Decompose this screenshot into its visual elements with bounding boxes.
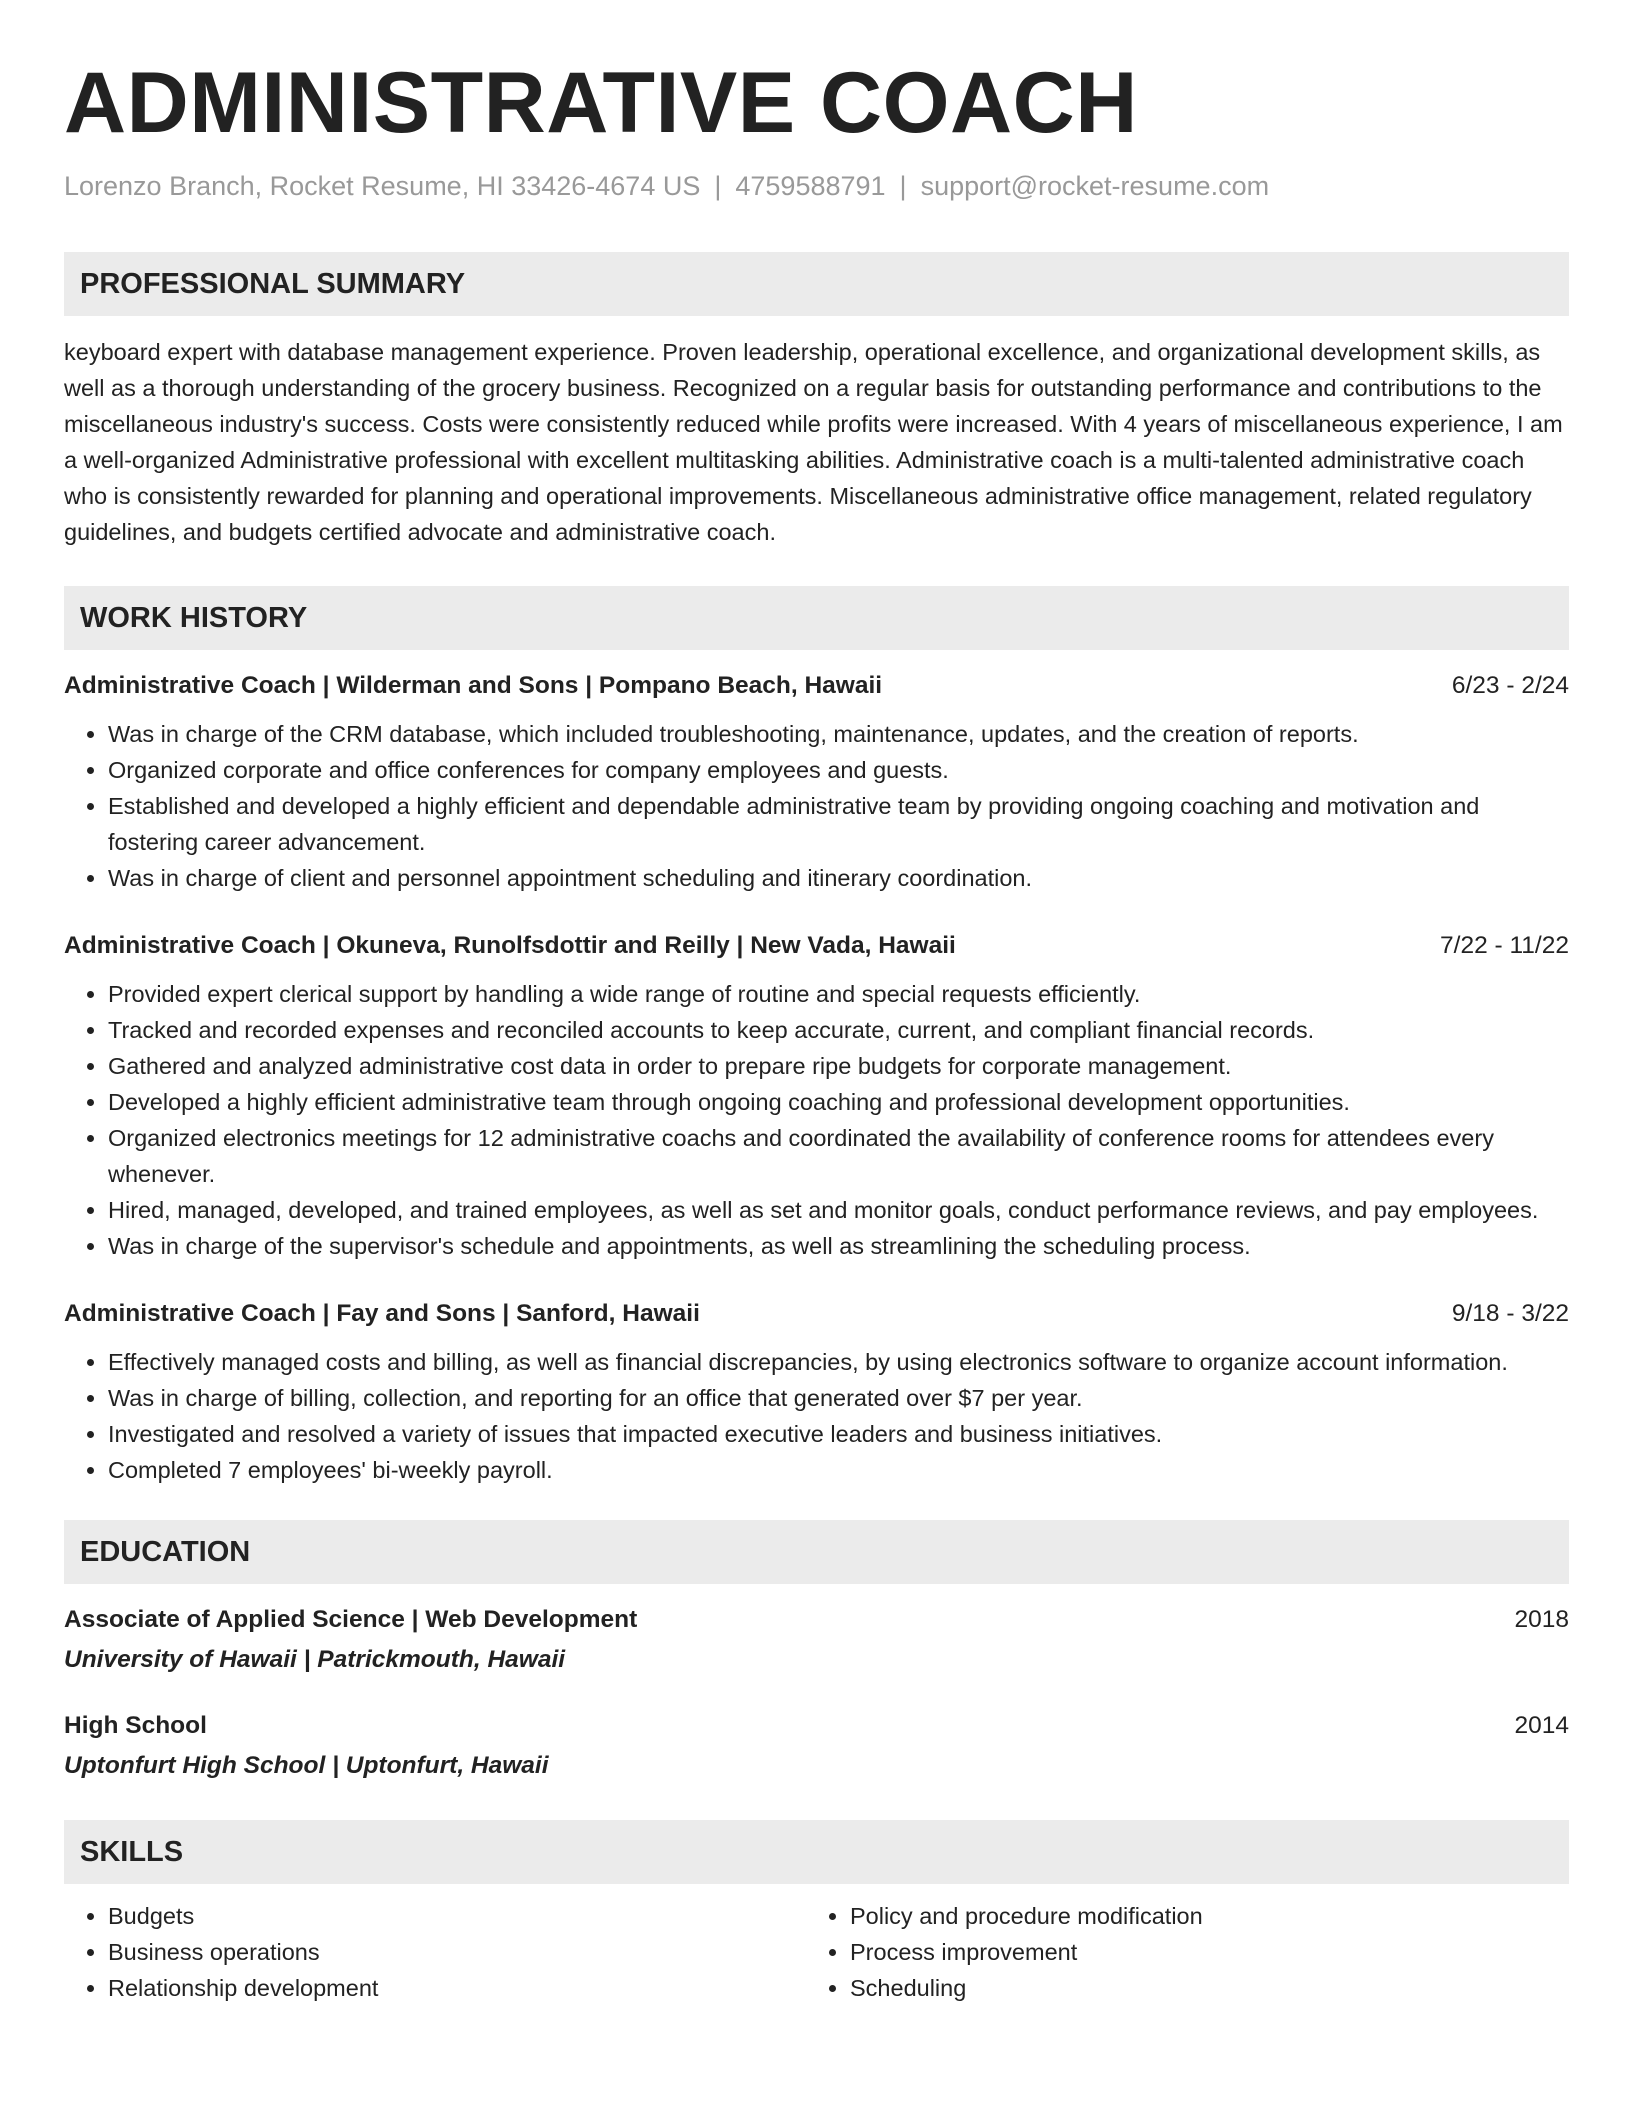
job-bullet: • Hired, managed, developed, and trained employees, as well as set and monitor goals, conduct performance reviews, and pay employees. — [108, 1192, 1569, 1228]
education-year: 2014 — [1514, 1712, 1569, 1740]
skills-column-left — [64, 1898, 808, 2006]
job-title: Administrative Coach | Fay and Sons | Sanford, Hawaii — [64, 1300, 700, 1328]
job-bullet: • Organized corporate and office conferences for company employees and guests. — [108, 752, 1569, 788]
resume-page — [64, 52, 1569, 2006]
resume-title: ADMINISTRATIVE COACH — [64, 55, 1138, 151]
skill-item: • Budgets — [108, 1898, 808, 1934]
skills-column-right — [808, 1898, 1550, 2006]
skills-heading: SKILLS — [64, 1820, 1569, 1884]
education-school: Uptonfurt High School | Uptonfurt, Hawaii — [64, 1752, 549, 1780]
work-history-heading: WORK HISTORY — [64, 586, 1569, 650]
job-bullets — [64, 716, 1569, 896]
summary-section — [64, 252, 1569, 550]
job-entry — [64, 668, 1569, 896]
skills-grid — [64, 1898, 1569, 2006]
education-heading: EDUCATION — [64, 1520, 1569, 1584]
job-header — [64, 668, 1569, 704]
job-bullet: • Was in charge of client and personnel appointment scheduling and itinerary coordination. — [108, 860, 1569, 896]
education-header — [64, 1602, 1569, 1638]
contact-address: Lorenzo Branch, Rocket Resume, HI 33426-4674 US — [64, 171, 701, 202]
contact-email: support@rocket-resume.com — [920, 171, 1270, 202]
job-bullet: • Investigated and resolved a variety of issues that impacted executive leaders and business initiatives. — [108, 1416, 1569, 1452]
job-bullet: • Completed 7 employees' bi-weekly payroll. — [108, 1452, 1569, 1488]
job-bullets — [64, 1344, 1569, 1488]
skill-item: • Policy and procedure modification — [850, 1898, 1550, 1934]
job-dates: 7/22 - 11/22 — [1440, 932, 1569, 960]
job-bullet: • Gathered and analyzed administrative cost data in order to prepare ripe budgets for corporate management. — [108, 1048, 1569, 1084]
education-section — [64, 1520, 1569, 1784]
education-degree: Associate of Applied Science | Web Development — [64, 1606, 638, 1634]
contact-phone: 4759588791 — [735, 171, 886, 202]
contact-separator: | — [899, 171, 907, 202]
job-entry — [64, 928, 1569, 1264]
education-entry — [64, 1708, 1569, 1784]
job-bullet: • Developed a highly efficient administrative team through ongoing coaching and professional development opportunities. — [108, 1084, 1569, 1120]
job-bullet: • Effectively managed costs and billing, as well as financial discrepancies, by using electronics software to organize account information. — [108, 1344, 1569, 1380]
job-header — [64, 928, 1569, 964]
job-bullet: • Organized electronics meetings for 12 administrative coachs and coordinated the availability of conference rooms for attendees every whenever. — [108, 1120, 1569, 1192]
job-bullet: • Provided expert clerical support by handling a wide range of routine and special requests efficiently. — [108, 976, 1569, 1012]
education-year: 2018 — [1514, 1606, 1569, 1634]
contact-line — [64, 169, 1569, 204]
skill-item: • Business operations — [108, 1934, 808, 1970]
job-bullet: • Tracked and recorded expenses and reconciled accounts to keep accurate, current, and compliant financial records. — [108, 1012, 1569, 1048]
job-bullet: • Was in charge of the CRM database, which included troubleshooting, maintenance, updates, and the creation of reports. — [108, 716, 1569, 752]
work-history-section — [64, 586, 1569, 1488]
job-entry — [64, 1296, 1569, 1488]
job-bullet: • Established and developed a highly efficient and dependable administrative team by providing ongoing coaching and motivation and fostering career advancement. — [108, 788, 1569, 860]
skill-item: • Process improvement — [850, 1934, 1550, 1970]
job-dates: 6/23 - 2/24 — [1451, 672, 1569, 700]
job-bullets — [64, 976, 1569, 1264]
education-degree: High School — [64, 1712, 207, 1740]
summary-text: keyboard expert with database management experience. Proven leadership, operational excellence, and organizational development skills, as well as a thorough understanding of the grocery business. Recognized on a regular basis for outstanding performance and contributions to the miscellaneous industry's success. Costs were consistently reduced while profits were increased. With 4 years of miscellaneous experience, I am a well-organized Administrative professional with excellent multitasking abilities. Administrative coach is a multi-talented administrative coach who is consistently rewarded for planning and operational improvements. Miscellaneous administrative office management, related regulatory guidelines, and budgets certified advocate and administrative coach. — [64, 339, 1563, 546]
summary-heading: PROFESSIONAL SUMMARY — [64, 252, 1569, 316]
job-title: Administrative Coach | Okuneva, Runolfsdottir and Reilly | New Vada, Hawaii — [64, 932, 956, 960]
contact-separator: | — [714, 171, 722, 202]
education-school: University of Hawaii | Patrickmouth, Hawaii — [64, 1646, 566, 1674]
skills-section — [64, 1820, 1569, 2006]
job-dates: 9/18 - 3/22 — [1451, 1300, 1569, 1328]
education-header — [64, 1708, 1569, 1744]
skill-item: • Scheduling — [850, 1970, 1550, 2006]
job-header — [64, 1296, 1569, 1332]
skill-item: • Relationship development — [108, 1970, 808, 2006]
education-entry — [64, 1602, 1569, 1678]
job-bullet: • Was in charge of billing, collection, and reporting for an office that generated over $7 per year. — [108, 1380, 1569, 1416]
job-bullet: • Was in charge of the supervisor's schedule and appointments, as well as streamlining the scheduling process. — [108, 1228, 1569, 1264]
job-title: Administrative Coach | Wilderman and Sons | Pompano Beach, Hawaii — [64, 672, 883, 700]
